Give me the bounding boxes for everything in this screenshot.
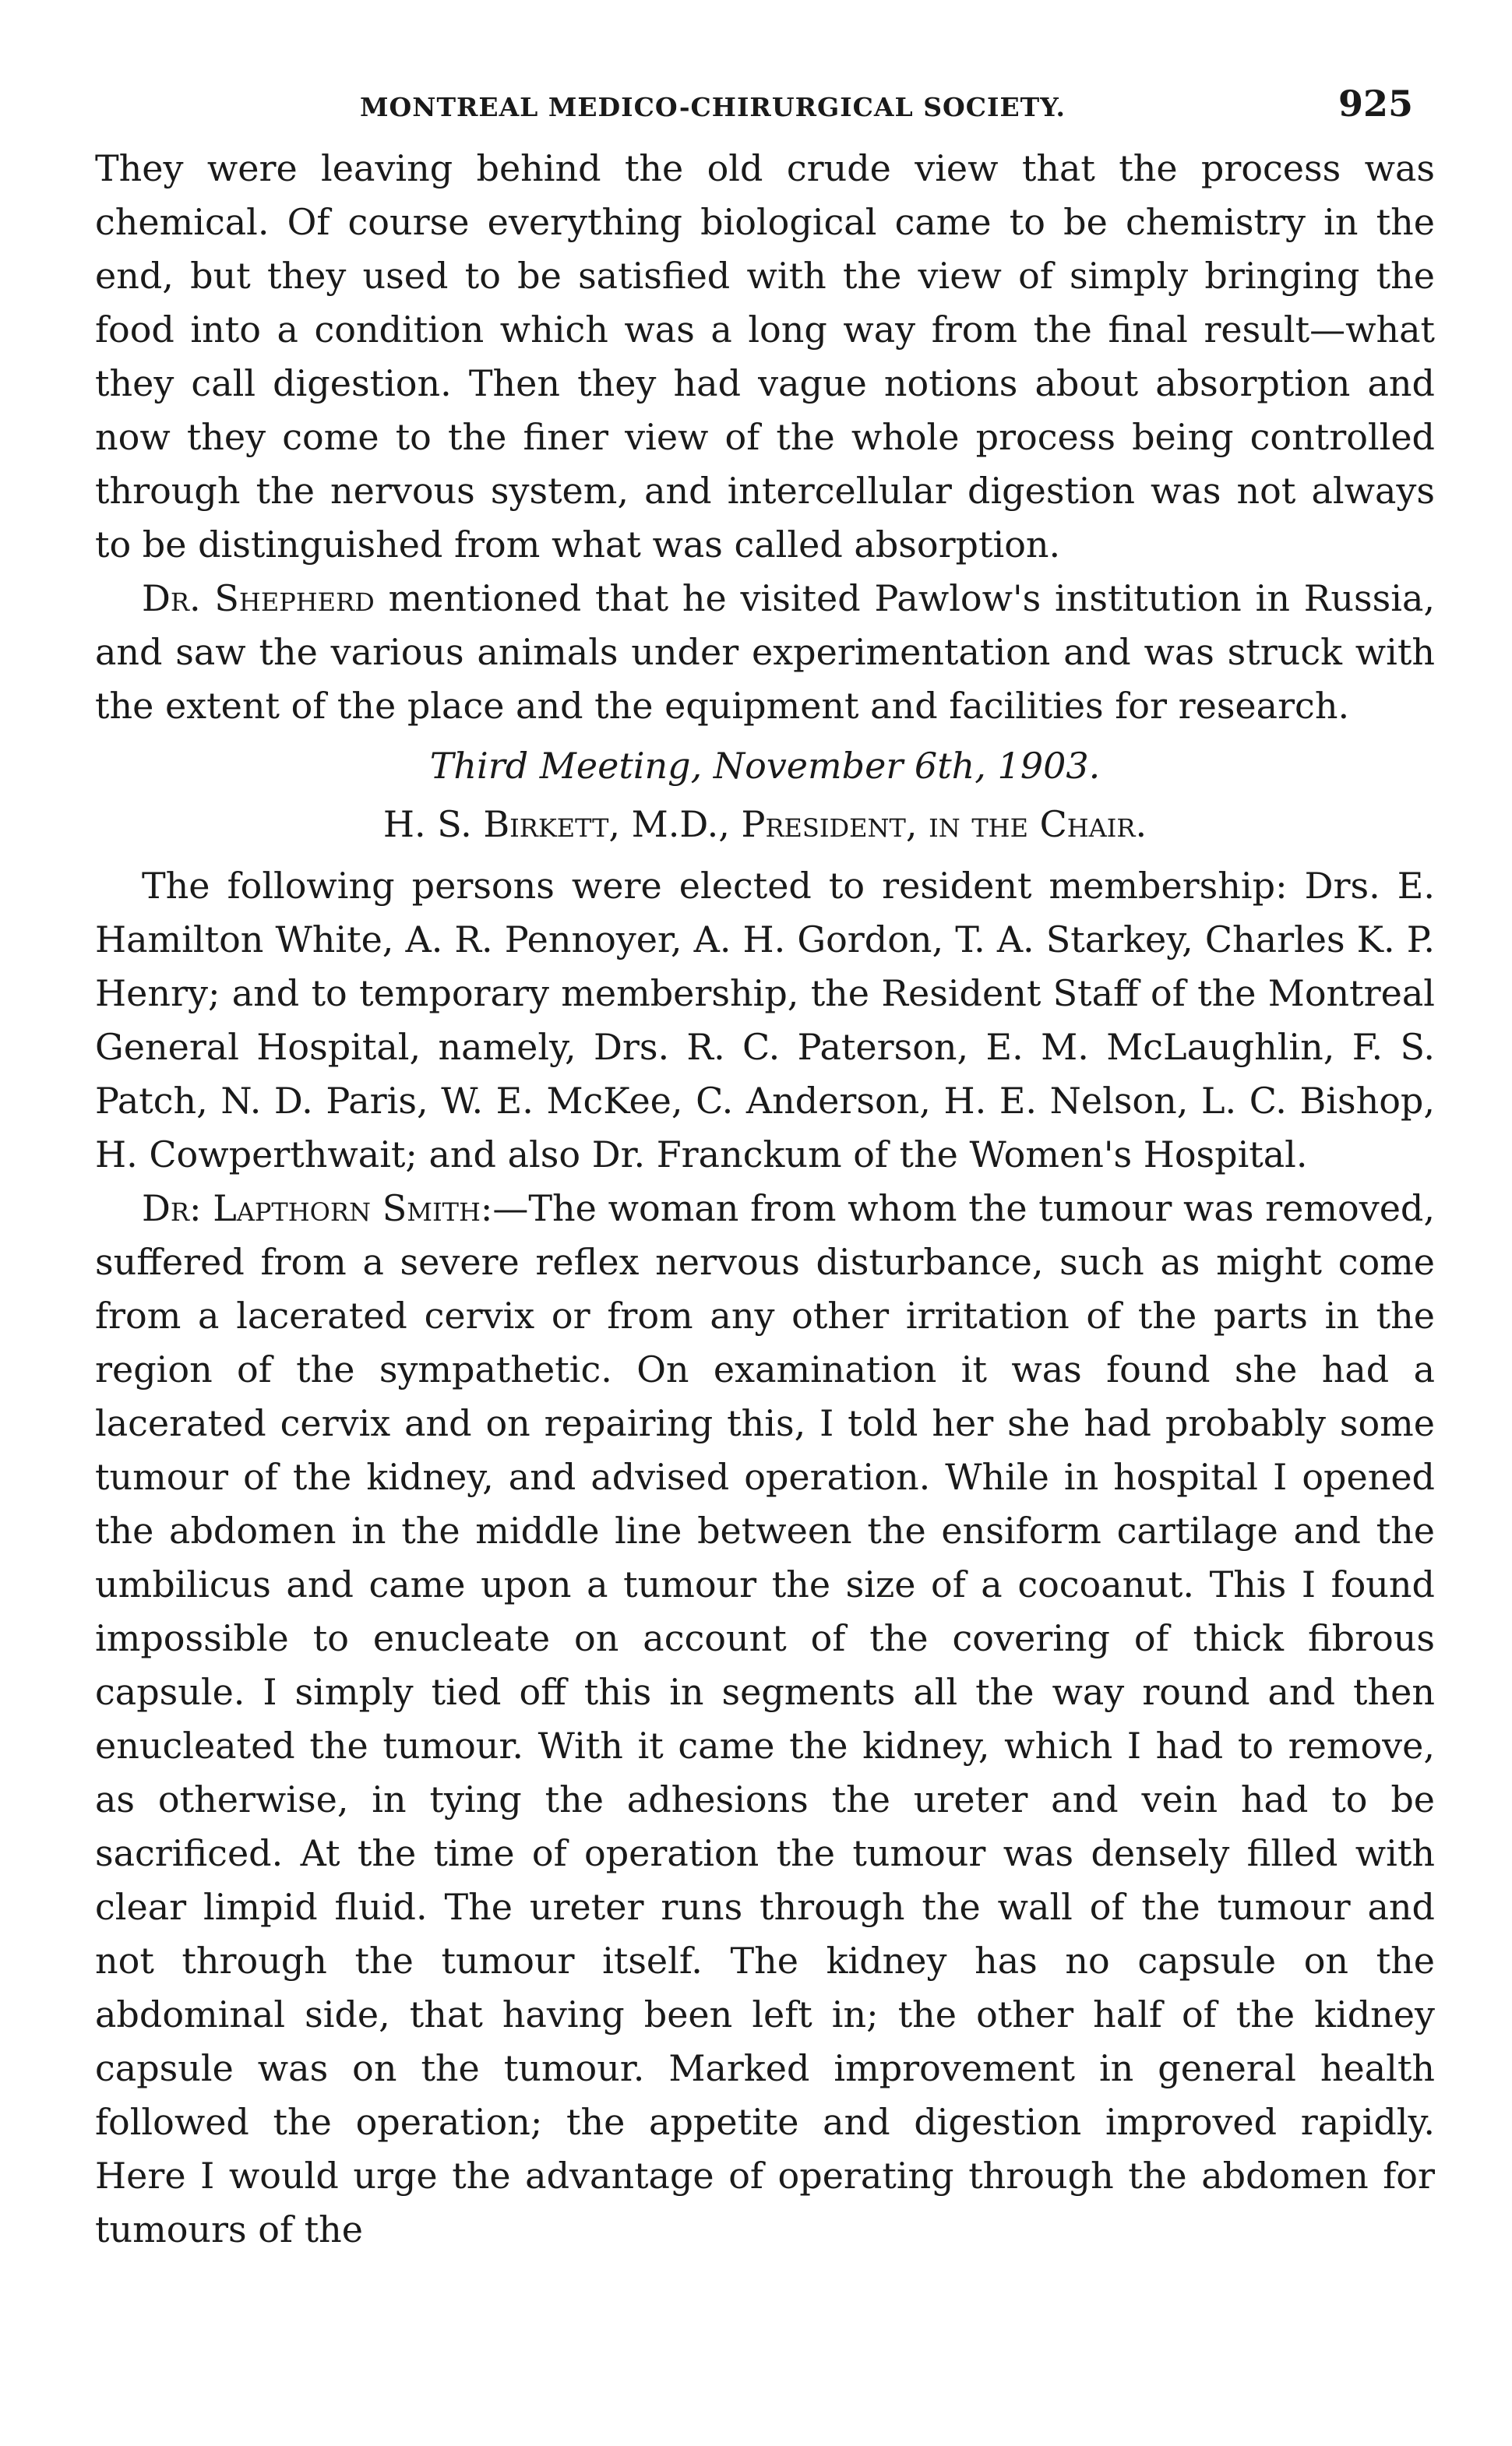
paragraph-text: :—The woman from whom the tumour was removed, suffered from a severe reflex nervous disturbance, such as might come from a lacerated cervix or from any other irritation of the parts in the region of the sympathetic. On examination it was found she had a lacerated cervix and on repairing this, I told her she had probably some tumour of the kidney, and advised operation. While in hospital I opened the abdomen in the middle line between the ensiform cartilage and the umbilicus and came upon a tumour the size of a cocoanut. This I found impossible to enucleate on account of the covering of thick fibrous capsule. I simply tied off this in segments all the way round and then enucleated the tumour. With it came the kidney, which I had to remove, as otherwise, in tying the adhesions the ureter and vein had to be sacrificed. At the time of operation the tumour was densely filled with clear limpid fluid. The ureter runs through the wall of the tumour and not through the tumour itself. The kidney has no capsule on the abdominal side, that having been left in; the other half of the kidney capsule was on the tumour. Marked improvement in general health followed the operation; the appetite and digestion improved rapidly. Here I would urge the advantage of operating through the abdomen for tumours of the bbox=[95, 1187, 1435, 2250]
paragraph-membership-elections: The following persons were elected to resident membership: Drs. E. Hamilton White, A. R. Pennoyer, A. H. Gordon, T. A. Starkey, Charles K. P. Henry; and to temporary membership, the Resident Staff of the Montreal General Hospital, namely, Drs. R. C. Paterson, E. M. McLaughlin, F. S. Patch, N. D. Paris, W. E. McKee, C. Anderson, H. E. Nelson, L. C. Bishop, H. Cowperthwait; and also Dr. Franckum of the Women's Hospital. bbox=[95, 865, 1435, 1175]
chair-name: H. S. Birkett, M.D., bbox=[382, 803, 742, 845]
page-header bbox=[95, 75, 1435, 142]
paragraph-text: mentioned that he visited Pawlow's institution in Russia, and saw the various animals under experimentation and was struck with the extent of the place and the equipment and facilities for research. bbox=[95, 577, 1436, 727]
speaker-name: Dr. Shepherd bbox=[142, 577, 375, 619]
meeting-heading: Third Meeting, November 6th, 1903. bbox=[429, 745, 1101, 787]
chair-line bbox=[95, 798, 1435, 851]
paragraph-shepherd-remarks bbox=[95, 572, 1435, 733]
speaker-name: Dr: Lapthorn Smith bbox=[142, 1187, 481, 1229]
running-head: MONTREAL MEDICO-CHIRURGICAL SOCIETY. bbox=[360, 92, 1066, 122]
paragraph-lapthorn-smith-remarks bbox=[95, 1182, 1435, 2257]
page-number: 925 bbox=[1338, 83, 1413, 125]
chair-role: President, in the Chair. bbox=[741, 803, 1147, 845]
document-page bbox=[95, 75, 1435, 2257]
paragraph-digestion-views: They were leaving behind the old crude view that the process was chemical. Of course everything biological came to be chemistry in the end, but they used to be satisfied with the view of simply bringing the food into a condition which was a long way from the final result—what they call digestion. Then they had vague notions about absorption and now they come to the finer view of the whole process being controlled through the nervous system, and intercellular digestion was not always to be distinguished from what was called absorption. bbox=[95, 147, 1435, 566]
